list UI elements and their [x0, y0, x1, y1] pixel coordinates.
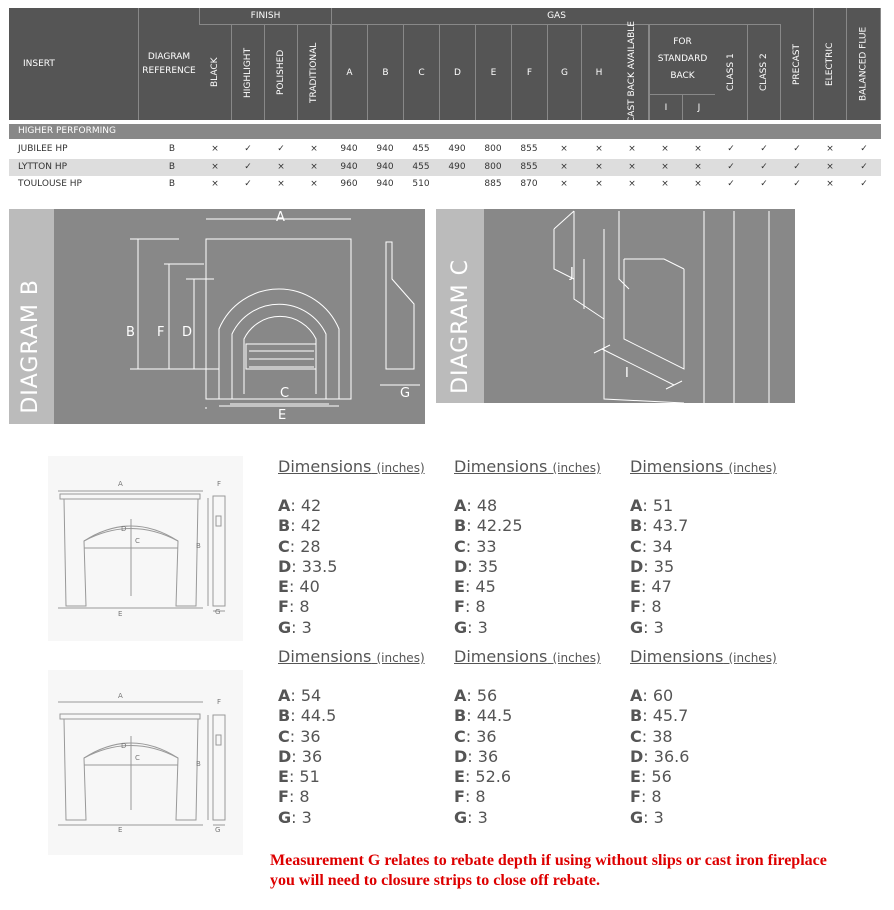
- dimension-g: G: 3: [454, 807, 488, 827]
- dimension-key: F: [454, 597, 465, 617]
- dimension-value: 48: [476, 496, 498, 515]
- dimension-b: B: 44.5: [454, 706, 513, 726]
- diagram-b-mark-a: A: [276, 210, 285, 225]
- fp1-mark-e: E: [118, 610, 123, 618]
- diagram-c-label: DIAGRAM C: [448, 259, 473, 394]
- dimension-key: A: [278, 686, 291, 705]
- dimensions-unit: (inches): [552, 651, 601, 665]
- measurement-note: Measurement G relates to rebate depth if using without slips or cast iron fireplace you will need to closure strips to close off rebate.: [270, 852, 827, 889]
- fp1-mark-a: A: [118, 480, 123, 488]
- row-cell: ✓: [760, 179, 768, 189]
- dimension-key: C: [278, 536, 290, 556]
- dimension-a: A: 56: [454, 686, 498, 705]
- dimension-g: G: 3: [278, 807, 312, 827]
- dimension-key: B: [278, 706, 291, 726]
- dimension-key: D: [630, 556, 644, 576]
- dimension-value: 45: [475, 577, 496, 597]
- dimension-e: E: 47: [630, 577, 672, 597]
- row-cell: ×: [310, 161, 318, 172]
- dimension-d: D: 33.5: [278, 556, 338, 576]
- dimensions-title: [630, 647, 800, 666]
- dimension-c: C: 38: [630, 726, 673, 746]
- dimensions-unit: (inches): [376, 651, 425, 665]
- fp1-mark-c: C: [135, 537, 140, 545]
- row-insert-name: JUBILEE HP: [18, 144, 68, 154]
- dimension-value: 51: [299, 767, 320, 787]
- dimension-key: F: [454, 787, 465, 807]
- dimension-d: D: 36: [278, 746, 323, 766]
- dimension-value: 42.25: [476, 516, 523, 536]
- dimension-e: E: 40: [278, 577, 320, 597]
- dimensions-title-text: Dimensions: [630, 647, 724, 666]
- dimension-b: B: 42: [278, 516, 322, 536]
- diagram-b-mark-e: E: [278, 408, 287, 423]
- row-cell: ✓: [793, 179, 801, 189]
- diagram-b-label-strip: [9, 209, 54, 424]
- header-standard-back: FOR STANDARD BACK: [649, 25, 715, 95]
- header-gas-c: C: [403, 25, 439, 120]
- dimension-key: G: [278, 807, 292, 827]
- dimension-key: C: [454, 536, 466, 556]
- dimension-value: 3: [301, 617, 312, 637]
- row-insert-name: LYTTON HP: [18, 161, 68, 172]
- dimension-key: F: [630, 597, 641, 617]
- section-higher-performing: HIGHER PERFORMING: [9, 124, 881, 139]
- dimension-value: 3: [653, 807, 664, 827]
- dimension-a: A: 60: [630, 686, 674, 705]
- dimension-key: F: [630, 787, 641, 807]
- row-cell: ✓: [760, 144, 768, 154]
- diagram-c-label-strip: [436, 209, 484, 403]
- row-cell: ×: [595, 161, 603, 172]
- fireplace-drawing-1: [48, 456, 243, 641]
- dimensions-unit: (inches): [552, 461, 601, 475]
- fp1-mark-d: D: [121, 525, 127, 533]
- dimension-value: 38: [652, 726, 673, 746]
- dimensions-title-text: Dimensions: [454, 647, 548, 666]
- dimension-value: 42: [300, 496, 322, 515]
- dimension-d: D: 36.6: [630, 746, 690, 766]
- dimensions-block: [454, 457, 624, 638]
- dimension-key: C: [278, 726, 290, 746]
- dimensions-block: [278, 457, 448, 638]
- fireplace-drawing-2: [48, 670, 243, 855]
- dimension-key: A: [454, 496, 467, 515]
- header-gas-e: E: [475, 25, 511, 120]
- row-cell: 885: [484, 179, 502, 189]
- dimension-value: 51: [652, 496, 674, 515]
- dimension-value: 8: [475, 787, 486, 807]
- header-gas-g: G: [547, 25, 581, 120]
- dimension-g: G: 3: [278, 617, 312, 637]
- row-cell: 455: [412, 161, 430, 172]
- header-finish-traditional: TRADITIONAL: [298, 25, 331, 120]
- dimension-a: A: 42: [278, 496, 322, 515]
- dimensions-title: [278, 457, 448, 476]
- row-cell: ✓: [277, 144, 285, 154]
- row-cell: ×: [560, 161, 568, 172]
- row-cell: ×: [310, 179, 318, 189]
- dimension-value: 36: [301, 746, 323, 766]
- row-cell: ×: [310, 144, 318, 154]
- dimension-key: A: [630, 496, 643, 515]
- dimension-value: 44.5: [300, 706, 337, 726]
- dimension-key: D: [630, 746, 644, 766]
- dimension-value: 8: [299, 597, 310, 617]
- dimension-key: B: [630, 516, 643, 536]
- dimension-f: F: 8: [278, 597, 310, 617]
- row-cell: ×: [661, 161, 669, 172]
- dimension-value: 43.7: [652, 516, 689, 536]
- dimension-d: D: 35: [630, 556, 675, 576]
- dimension-value: 36.6: [653, 746, 690, 766]
- dimension-value: 45.7: [652, 706, 689, 726]
- dimensions-block: [630, 457, 800, 638]
- dimension-key: G: [454, 807, 468, 827]
- dimension-c: C: 36: [454, 726, 497, 746]
- row-cell: 455: [412, 144, 430, 154]
- header-gas: GAS: [331, 8, 781, 25]
- header-balanced-flue: BALANCED FLUE: [847, 8, 881, 120]
- dimension-value: 36: [477, 746, 499, 766]
- dimension-key: C: [454, 726, 466, 746]
- dimension-key: F: [278, 597, 289, 617]
- row-cell: ✓: [727, 179, 735, 189]
- header-standard-back-i: I: [649, 95, 682, 120]
- row-cell: 855: [520, 144, 538, 154]
- dimension-c: C: 33: [454, 536, 497, 556]
- diagram-b-mark-d: D: [182, 325, 193, 340]
- dimension-key: A: [278, 496, 291, 515]
- header-precast: PRECAST: [781, 8, 814, 120]
- row-cell: ✓: [860, 144, 868, 154]
- header-class2: CLASS 2: [748, 25, 781, 120]
- spec-table: [9, 8, 881, 201]
- dimension-value: 56: [476, 686, 498, 705]
- row-cell: 800: [484, 161, 502, 172]
- row-cell: ×: [595, 179, 603, 189]
- header-gas-a: A: [331, 25, 367, 120]
- dimensions-block: [278, 647, 448, 828]
- dimension-f: F: 8: [630, 787, 662, 807]
- dimensions-block: [454, 647, 624, 828]
- dimension-d: D: 36: [454, 746, 499, 766]
- row-cell: 960: [340, 179, 358, 189]
- header-finish: FINISH: [199, 8, 331, 25]
- row-cell: ×: [211, 179, 219, 189]
- dimension-value: 40: [299, 577, 320, 597]
- dimension-key: B: [630, 706, 643, 726]
- row-cell: ✓: [727, 144, 735, 154]
- row-cell: ✓: [760, 161, 768, 172]
- diagram-c-mark-i: I: [625, 366, 629, 381]
- dimension-key: A: [630, 686, 643, 705]
- diagram-b: [9, 209, 425, 424]
- dimension-c: C: 28: [278, 536, 321, 556]
- row-cell: 870: [520, 179, 538, 189]
- dimension-key: E: [454, 767, 465, 787]
- dimension-c: C: 34: [630, 536, 673, 556]
- fp1-mark-b: B: [196, 542, 201, 550]
- diagram-c-drawing: [484, 209, 795, 403]
- row-cell: 510: [412, 179, 430, 189]
- fp1-mark-f: F: [217, 480, 222, 488]
- dimensions-title: [454, 457, 624, 476]
- row-cell: ×: [628, 144, 636, 154]
- dimension-value: 8: [299, 787, 310, 807]
- dimension-value: 52.6: [475, 767, 512, 787]
- header-class1: CLASS 1: [715, 25, 748, 120]
- table-row: [9, 176, 881, 193]
- dimension-key: E: [630, 767, 641, 787]
- header-standard-back-j: J: [682, 95, 715, 120]
- row-cell: ×: [826, 144, 834, 154]
- table-header: [9, 8, 881, 124]
- fp2-mark-c: C: [135, 754, 140, 762]
- dimension-g: G: 3: [630, 617, 664, 637]
- dimension-key: B: [454, 706, 467, 726]
- fp1-mark-g: G: [215, 608, 221, 616]
- diagram-b-label: DIAGRAM B: [18, 279, 43, 414]
- row-cell: ×: [661, 179, 669, 189]
- dimension-value: 3: [477, 617, 488, 637]
- row-cell: ×: [277, 161, 285, 172]
- row-cell: ✓: [793, 144, 801, 154]
- dimensions-title: [630, 457, 800, 476]
- diagram-b-mark-b: B: [126, 325, 135, 340]
- dimension-value: 33: [476, 536, 497, 556]
- row-cell: ✓: [860, 179, 868, 189]
- row-cell: ×: [211, 161, 219, 172]
- row-diagram-ref: B: [168, 161, 176, 172]
- dimension-value: 3: [653, 617, 664, 637]
- dimension-key: D: [278, 746, 292, 766]
- dimension-value: 34: [652, 536, 673, 556]
- header-finish-highlight: HIGHLIGHT: [232, 25, 265, 120]
- dimension-f: F: 8: [454, 787, 486, 807]
- row-cell: ×: [694, 144, 702, 154]
- diagram-b-mark-c: C: [280, 386, 290, 401]
- row-cell: 940: [376, 161, 394, 172]
- row-cell: [441, 176, 473, 193]
- row-cell: ✓: [244, 161, 252, 172]
- dimension-value: 28: [300, 536, 321, 556]
- header-gas-b: B: [367, 25, 403, 120]
- header-finish-polished: POLISHED: [265, 25, 298, 120]
- dimension-key: G: [630, 617, 644, 637]
- dimension-value: 8: [651, 597, 662, 617]
- dimension-d: D: 35: [454, 556, 499, 576]
- dimension-key: E: [278, 577, 289, 597]
- dimension-value: 33.5: [301, 556, 338, 576]
- dimension-f: F: 8: [278, 787, 310, 807]
- dimension-key: D: [454, 556, 468, 576]
- dimensions-title: [454, 647, 624, 666]
- row-cell: ×: [628, 179, 636, 189]
- dimension-key: A: [454, 686, 467, 705]
- dimension-value: 3: [477, 807, 488, 827]
- dimensions-unit: (inches): [728, 651, 777, 665]
- header-diagram-reference: DIAGRAM REFERENCE: [138, 8, 199, 120]
- table-row: [9, 141, 881, 158]
- row-cell: ×: [277, 179, 285, 189]
- dimension-key: B: [278, 516, 291, 536]
- dimension-key: F: [278, 787, 289, 807]
- row-cell: 855: [520, 161, 538, 172]
- dimension-value: 54: [300, 686, 322, 705]
- dimension-key: D: [454, 746, 468, 766]
- dimension-key: D: [278, 556, 292, 576]
- dimension-b: B: 43.7: [630, 516, 689, 536]
- dimension-value: 42: [300, 516, 322, 536]
- dimensions-unit: (inches): [728, 461, 777, 475]
- dimension-key: E: [454, 577, 465, 597]
- dimension-key: B: [454, 516, 467, 536]
- row-cell: 940: [376, 179, 394, 189]
- dimensions-title-text: Dimensions: [454, 457, 548, 476]
- header-gas-d: D: [439, 25, 475, 120]
- row-cell: ✓: [860, 161, 868, 172]
- diagram-c: [436, 209, 795, 403]
- dimension-e: E: 45: [454, 577, 496, 597]
- dimension-a: A: 51: [630, 496, 674, 515]
- dimension-a: A: 48: [454, 496, 498, 515]
- dimension-value: 35: [477, 556, 499, 576]
- header-gas-f: F: [511, 25, 547, 120]
- dimension-key: E: [630, 577, 641, 597]
- dimension-g: G: 3: [630, 807, 664, 827]
- dimension-value: 8: [651, 787, 662, 807]
- header-gas-h: H: [581, 25, 616, 120]
- dimension-key: E: [278, 767, 289, 787]
- row-cell: ×: [560, 179, 568, 189]
- dimensions-title: [278, 647, 448, 666]
- fp2-mark-d: D: [121, 742, 127, 750]
- row-cell: ×: [661, 144, 669, 154]
- fp2-mark-g: G: [215, 826, 221, 834]
- dimension-key: G: [278, 617, 292, 637]
- header-insert: INSERT: [23, 59, 55, 69]
- dimension-key: G: [630, 807, 644, 827]
- row-cell: ✓: [727, 161, 735, 172]
- dimension-c: C: 36: [278, 726, 321, 746]
- header-cast-back: CAST BACK AVAILABLE: [616, 25, 649, 120]
- row-cell: ✓: [244, 179, 252, 189]
- table-row: [9, 159, 881, 176]
- dimension-value: 8: [475, 597, 486, 617]
- dimensions-title-text: Dimensions: [278, 647, 372, 666]
- fp2-mark-a: A: [118, 692, 123, 700]
- row-cell: ✓: [244, 144, 252, 154]
- row-cell: 490: [448, 161, 466, 172]
- dimension-a: A: 54: [278, 686, 322, 705]
- dimensions-unit: (inches): [376, 461, 425, 475]
- row-diagram-ref: B: [168, 179, 176, 189]
- row-cell: ×: [694, 161, 702, 172]
- row-cell: ×: [560, 144, 568, 154]
- row-cell: ×: [211, 144, 219, 154]
- row-cell: ✓: [793, 161, 801, 172]
- dimension-e: E: 52.6: [454, 767, 512, 787]
- row-cell: 940: [340, 161, 358, 172]
- dimension-g: G: 3: [454, 617, 488, 637]
- row-cell: 490: [448, 144, 466, 154]
- dimension-b: B: 42.25: [454, 516, 523, 536]
- fp2-mark-f: F: [217, 698, 222, 706]
- dimension-b: B: 44.5: [278, 706, 337, 726]
- header-electric: ELECTRIC: [814, 8, 847, 120]
- row-cell: 940: [376, 144, 394, 154]
- fp2-mark-e: E: [118, 826, 123, 834]
- dimension-e: E: 56: [630, 767, 672, 787]
- dimension-value: 36: [476, 726, 497, 746]
- row-cell: ×: [595, 144, 603, 154]
- dimensions-title-text: Dimensions: [630, 457, 724, 476]
- dimension-value: 56: [651, 767, 672, 787]
- fp2-mark-b: B: [196, 760, 201, 768]
- dimension-key: G: [454, 617, 468, 637]
- row-diagram-ref: B: [168, 144, 176, 154]
- header-finish-black: BLACK: [199, 25, 232, 120]
- dimension-value: 60: [652, 686, 674, 705]
- dimension-f: F: 8: [454, 597, 486, 617]
- dimensions-title-text: Dimensions: [278, 457, 372, 476]
- dimension-value: 44.5: [476, 706, 513, 726]
- diagram-b-mark-f: F: [157, 325, 165, 340]
- row-insert-name: TOULOUSE HP: [18, 179, 82, 189]
- row-cell: ×: [628, 161, 636, 172]
- dimension-key: C: [630, 726, 642, 746]
- row-cell: ×: [826, 179, 834, 189]
- dimension-key: C: [630, 536, 642, 556]
- dimensions-block: [630, 647, 800, 828]
- diagram-b-mark-g: G: [400, 386, 411, 401]
- row-cell: 800: [484, 144, 502, 154]
- row-cell: 940: [340, 144, 358, 154]
- row-cell: ×: [826, 161, 834, 172]
- dimension-f: F: 8: [630, 597, 662, 617]
- row-cell: ×: [694, 179, 702, 189]
- dimension-value: 36: [300, 726, 321, 746]
- dimension-e: E: 51: [278, 767, 320, 787]
- diagram-c-mark-j: J: [570, 266, 574, 281]
- dimension-value: 35: [653, 556, 675, 576]
- diagram-b-drawing: [54, 209, 425, 424]
- dimension-value: 47: [651, 577, 672, 597]
- dimension-value: 3: [301, 807, 312, 827]
- dimension-b: B: 45.7: [630, 706, 689, 726]
